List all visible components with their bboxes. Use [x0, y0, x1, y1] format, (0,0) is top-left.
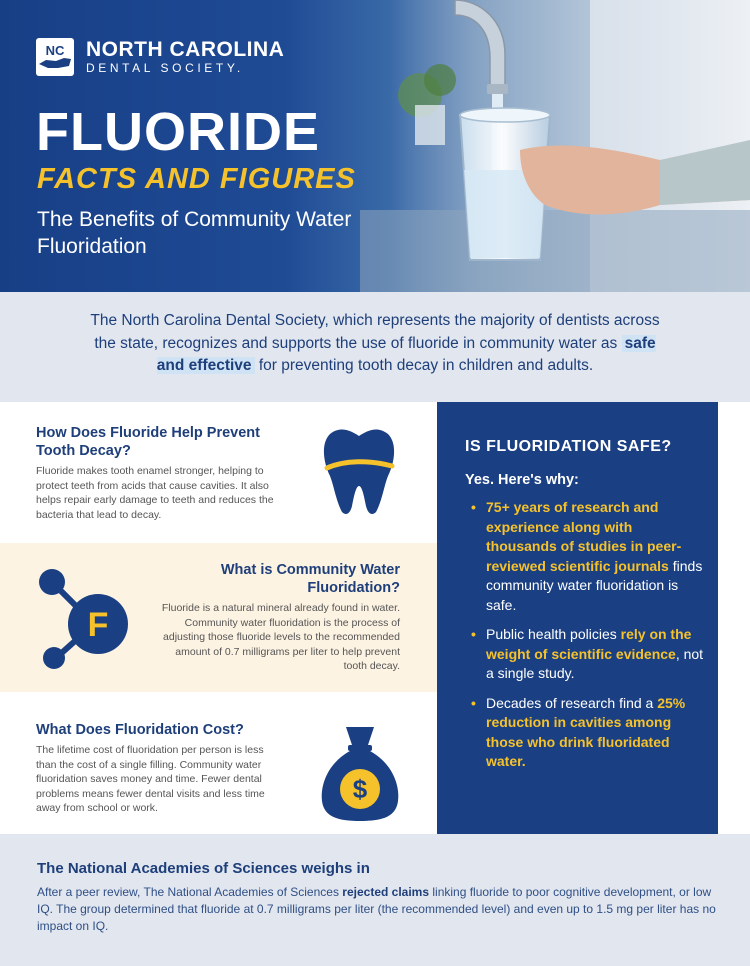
intro-highlight: safe and effective	[156, 334, 656, 374]
faucet-glass-photo	[360, 0, 750, 292]
section-community-body: Fluoride is a natural mineral already found in water. Community water fluoridation is the process of adjusting those fluoride levels to the recommended amount of 0.7 milligrams per liter to help prevent tooth decay.	[161, 602, 400, 672]
nas-text-before: After a peer review, The National Academies of Sciences	[37, 885, 339, 899]
safety-reason-1-highlight: 75+ years of research and experience along with thousands of studies in peer-reviewed scientific journals	[486, 499, 682, 574]
safety-reason-2-rest: , not a single study.	[486, 645, 704, 681]
section-decay-body: Fluoride makes tooth enamel stronger, helping to protect teeth from acids that cause cavities. It also helps repair early damage to teeth and reduces the bacteria that lead to decay.	[36, 465, 274, 521]
money-bag-symbol: $	[352, 774, 368, 804]
section-decay	[36, 424, 294, 522]
nas-title: The National Academies of Sciences weighs in	[37, 860, 370, 877]
safety-reason-3	[469, 694, 704, 772]
safety-panel-subtitle: Yes. Here's why:	[465, 472, 579, 488]
intro-text-before: The North Carolina Dental Society, which represents the majority of dentists across the state, recognizes and supports the use of fluoride in community water as	[90, 312, 660, 352]
section-cost-body: The lifetime cost of fluoridation per person is less than the cost of a single filling. Community water fluoridation saves money and time. Fewer dental problems means fewer dental visits and less time away from school or work.	[36, 744, 265, 814]
page-title: FLUORIDE	[36, 102, 320, 162]
molecule-letter: F	[87, 606, 109, 644]
intro-paragraph	[80, 310, 670, 378]
safety-reasons-list	[469, 498, 704, 782]
section-community-title: What is Community Water Fluoridation?	[220, 562, 400, 596]
org-logo	[36, 38, 284, 76]
section-cost	[36, 721, 286, 816]
section-community	[150, 561, 400, 674]
section-decay-title: How Does Fluoride Help Prevent Tooth Decay?	[36, 425, 260, 459]
nas-body	[37, 884, 727, 935]
page-tagline: The Benefits of Community Water Fluoridation	[37, 208, 352, 258]
hero-banner	[0, 0, 750, 292]
safety-panel	[437, 402, 718, 834]
fluoride-molecule-icon	[34, 566, 134, 670]
nas-bold: rejected claims	[342, 885, 430, 899]
nc-map-logo-icon	[36, 38, 74, 76]
safety-reason-2-highlight: rely on the weight of scientific evidence	[486, 626, 692, 662]
intro-text-after: for preventing tooth decay in children and adults.	[258, 357, 594, 374]
org-name-sub: DENTAL SOCIETY.	[86, 60, 244, 75]
safety-reason-3-lead: Decades of research find a	[486, 694, 654, 711]
safety-panel-title: IS FLUORIDATION SAFE?	[465, 438, 672, 455]
intro-band	[0, 292, 750, 402]
section-cost-title: What Does Fluoridation Cost?	[36, 722, 244, 738]
tooth-icon	[320, 426, 398, 516]
money-bag-icon	[318, 723, 402, 823]
org-name: NORTH CAROLINA	[86, 37, 285, 61]
logo-mark-text: NC	[45, 43, 65, 58]
safety-reason-2-lead: Public health policies	[486, 626, 617, 642]
nas-text-after: linking fluoride to poor cognitive development, or low IQ. The group determined that fluoride at 0.7 milligrams per liter (the recommended level) and even up to 1.5 mg per liter has no impact on IQ.	[37, 885, 716, 933]
safety-reason-1-rest: finds community water fluoridation is safe.	[486, 557, 703, 613]
safety-reason-2	[469, 625, 704, 684]
safety-reason-1	[469, 498, 704, 615]
nas-section	[0, 834, 750, 966]
safety-reason-3-highlight: 25% reduction in cavities among those who drink fluoridated water.	[486, 694, 686, 769]
page-subtitle: FACTS AND FIGURES	[37, 163, 356, 195]
